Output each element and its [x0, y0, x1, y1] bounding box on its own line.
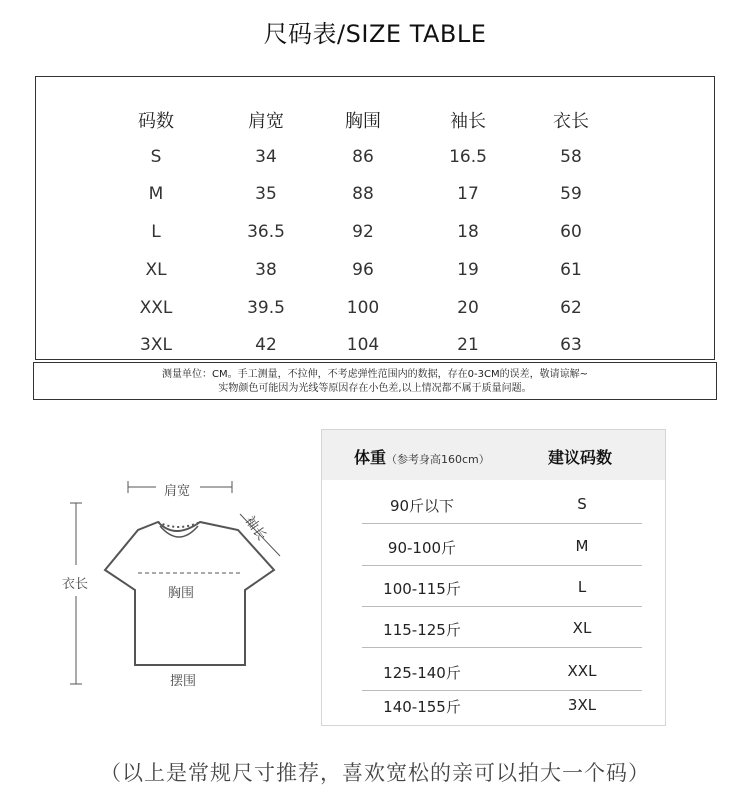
suggested-size: XL	[572, 619, 592, 637]
row-divider	[362, 606, 642, 607]
size-table-cell: 20	[457, 298, 479, 318]
weight-table-row	[322, 485, 665, 525]
header-weight-note: （参考身高160cm）	[386, 453, 490, 466]
hem-label: 摆围	[170, 674, 197, 689]
size-table-cell: 21	[457, 335, 479, 355]
weight-table-header	[322, 430, 665, 480]
size-table-cell: 92	[352, 222, 374, 242]
size-table-cell: 42	[255, 335, 277, 355]
page-title: 尺码表/SIZE TABLE	[263, 20, 487, 48]
measurement-note	[33, 362, 717, 400]
row-divider	[362, 523, 642, 524]
size-table-cell: L	[151, 222, 161, 242]
weight-range: 140-155斤	[383, 698, 461, 716]
footer-note: （以上是常规尺寸推荐，喜欢宽松的亲可以拍大一个码）	[100, 761, 650, 785]
tshirt-diagram	[60, 470, 310, 695]
size-table-cell: 17	[457, 184, 479, 204]
suggested-size: 3XL	[567, 696, 597, 714]
size-table-cell: 18	[457, 222, 479, 242]
size-header-cell: 袖长	[450, 111, 486, 132]
sleeve-label: 袖长	[241, 513, 269, 544]
length-label: 衣长	[62, 577, 89, 592]
weight-range: 115-125斤	[383, 621, 461, 639]
size-table-cell: M	[148, 184, 164, 204]
size-header-cell: 码数	[138, 111, 174, 132]
size-table-cell: 100	[346, 298, 380, 318]
size-table-cell: S	[150, 147, 162, 167]
size-table-cell: 58	[560, 147, 582, 167]
note-line-1: 测量单位：CM。手工测量，不拉伸，不考虑弹性范围内的数据，存在0-3CM的误差，敬请谅解~	[162, 369, 588, 380]
size-table-cell: 19	[457, 260, 479, 280]
row-divider	[362, 647, 642, 648]
weight-range: 100-115斤	[383, 580, 461, 598]
size-header-cell: 衣长	[553, 111, 589, 132]
size-table-cell: 104	[346, 335, 380, 355]
size-table-cell: 16.5	[449, 147, 487, 167]
weight-table-row	[322, 686, 665, 726]
size-table-cell: 62	[560, 298, 582, 318]
size-table-cell: 59	[560, 184, 582, 204]
size-table-cell: 61	[560, 260, 582, 280]
shoulder-label: 肩宽	[164, 484, 191, 499]
size-table-cell: 96	[352, 260, 374, 280]
size-table-cell: XXL	[139, 298, 173, 318]
size-table-cell: 60	[560, 222, 582, 242]
weight-range: 125-140斤	[383, 664, 461, 682]
size-table-cell: 34	[255, 147, 277, 167]
weight-table-row	[322, 609, 665, 649]
weight-range: 90-100斤	[387, 539, 457, 557]
size-table-cell: 36.5	[247, 222, 285, 242]
suggested-size: S	[577, 495, 587, 513]
size-table-cell: 39.5	[247, 298, 285, 318]
size-header-cell: 肩宽	[248, 111, 284, 132]
size-table-cell: 88	[352, 184, 374, 204]
header-weight-label: 体重	[354, 448, 387, 467]
size-table-cell: 63	[560, 335, 582, 355]
size-table-cell: 35	[255, 184, 277, 204]
suggested-size: L	[577, 578, 587, 596]
weight-table-row	[322, 527, 665, 567]
size-table-cell: 3XL	[140, 335, 172, 355]
size-table-cell: XL	[145, 260, 167, 280]
weight-range: 90斤以下	[389, 497, 455, 515]
suggested-size: XXL	[567, 662, 597, 680]
size-table-grid	[36, 77, 714, 359]
chest-label: 胸围	[168, 586, 195, 601]
note-line-2: 实物颜色可能因为光线等原因存在小色差,以上情况都不属于质量问题。	[218, 383, 532, 394]
size-table	[35, 76, 715, 360]
size-header-cell: 胸围	[345, 111, 381, 132]
header-weight	[354, 445, 490, 468]
suggested-size: M	[575, 537, 589, 555]
header-suggested-size: 建议码数	[548, 448, 613, 467]
weight-table-row	[322, 568, 665, 608]
size-table-cell: 86	[352, 147, 374, 167]
weight-size-table	[321, 429, 666, 726]
row-divider	[362, 565, 642, 566]
size-table-cell: 38	[255, 260, 277, 280]
